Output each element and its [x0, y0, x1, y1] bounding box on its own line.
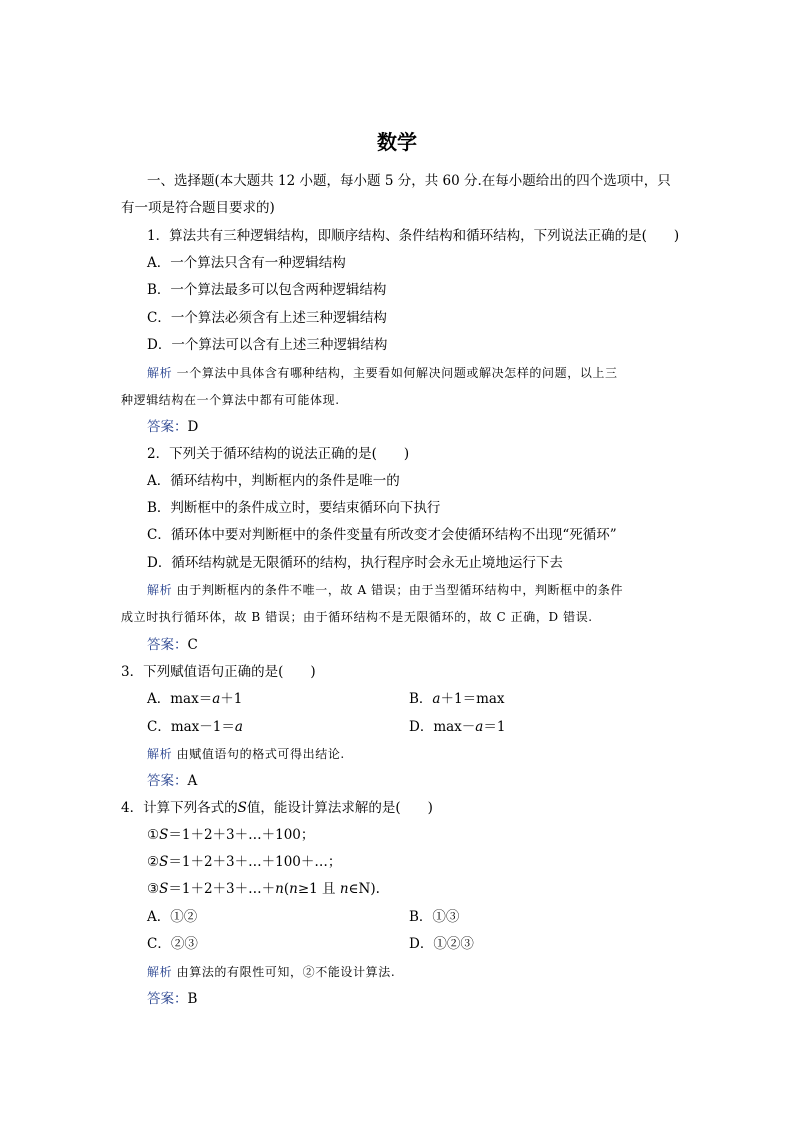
q3-option-a: A．max＝a＋1 — [147, 691, 243, 707]
q1-stem: 1．算法共有三种逻辑结构，即顺序结构、条件结构和循环结构，下列说法正确的是( ) — [147, 228, 680, 244]
q1-option-a: A．一个算法只含有一种逻辑结构 — [147, 255, 346, 271]
analysis-label: 解析 — [147, 583, 173, 597]
q3-stem: 3．下列赋值语句正确的是( ) — [121, 664, 316, 680]
q2-answer — [147, 636, 198, 654]
analysis-label: 解析 — [147, 965, 173, 979]
q1-answer — [147, 418, 198, 436]
q2-option-d: D．循环结构就是无限循环的结构，执行程序时会永无止境地运行下去 — [147, 555, 563, 571]
q3-answer-value: A — [187, 773, 198, 789]
q1-analysis-line-1 — [147, 364, 618, 382]
q2-answer-value: C — [187, 637, 198, 653]
q1-answer-value: D — [187, 419, 199, 435]
q3-answer — [147, 772, 197, 790]
q1-analysis-line-2: 种逻辑结构在一个算法中都有可能体现. — [121, 393, 340, 407]
q4-option-d: D．①②③ — [409, 936, 474, 952]
q2-analysis-line-2: 成立时执行循环体，故 B 错误；由于循环结构不是无限循环的，故 C 正确，D 错误. — [121, 610, 593, 624]
q2-analysis-text: 由于判断框内的条件不唯一，故 A 错误；由于当型循环结构中，判断框中的条件 — [176, 583, 624, 597]
intro-line-2: 有一项是符合题目要求的) — [121, 200, 275, 216]
q4-item-1: ①S＝1＋2＋3＋…＋100； — [147, 827, 315, 843]
q3-option-b: B．a＋1＝max — [409, 691, 505, 707]
q2-analysis-line-1 — [147, 581, 623, 599]
q2-option-a: A．循环结构中，判断框内的条件是唯一的 — [147, 473, 400, 489]
q4-analysis — [147, 963, 395, 981]
q3-option-c: C．max－1＝a — [147, 719, 243, 735]
q4-option-a: A．①② — [147, 909, 198, 925]
q2-option-c: C．循环体中要对判断框中的条件变量有所改变才会使循环结构不出现“死循环” — [147, 527, 617, 543]
q3-analysis — [147, 745, 345, 763]
q4-stem: 4．计算下列各式的S值，能设计算法求解的是( ) — [121, 800, 433, 816]
q2-stem: 2．下列关于循环结构的说法正确的是( ) — [147, 446, 410, 462]
analysis-label: 解析 — [147, 366, 173, 380]
q3-option-d: D．max－a＝1 — [409, 719, 506, 735]
page-title: 数学 — [377, 130, 417, 154]
q4-answer-value: B — [187, 991, 198, 1007]
answer-label: 答案： — [147, 637, 188, 653]
q4-answer — [147, 990, 197, 1008]
answer-label: 答案： — [147, 773, 188, 789]
answer-label: 答案： — [147, 419, 188, 435]
intro-line-1: 一、选择题(本大题共 12 小题，每小题 5 分，共 60 分.在每小题给出的四个选项中，只 — [147, 173, 671, 189]
q4-option-b: B．①③ — [409, 909, 460, 925]
q1-analysis-text: 一个算法中具体含有哪种结构，主要看如何解决问题或解决怎样的问题，以上三 — [176, 366, 618, 380]
q1-option-c: C．一个算法必须含有上述三种逻辑结构 — [147, 310, 387, 326]
q4-item-3: ③S＝1＋2＋3＋…＋n(n≥1 且 n∈N). — [147, 881, 380, 897]
q3-analysis-text: 由赋值语句的格式可得出结论. — [176, 747, 345, 761]
q4-option-c: C．②③ — [147, 936, 198, 952]
q1-option-d: D．一个算法可以含有上述三种逻辑结构 — [147, 337, 388, 353]
analysis-label: 解析 — [147, 747, 173, 761]
q4-item-2: ②S＝1＋2＋3＋…＋100＋…； — [147, 854, 342, 870]
q2-option-b: B．判断框中的条件成立时，要结束循环向下执行 — [147, 500, 441, 516]
q4-analysis-text: 由算法的有限性可知，②不能设计算法. — [176, 965, 396, 979]
q1-option-b: B．一个算法最多可以包含两种逻辑结构 — [147, 282, 387, 298]
answer-label: 答案： — [147, 991, 188, 1007]
